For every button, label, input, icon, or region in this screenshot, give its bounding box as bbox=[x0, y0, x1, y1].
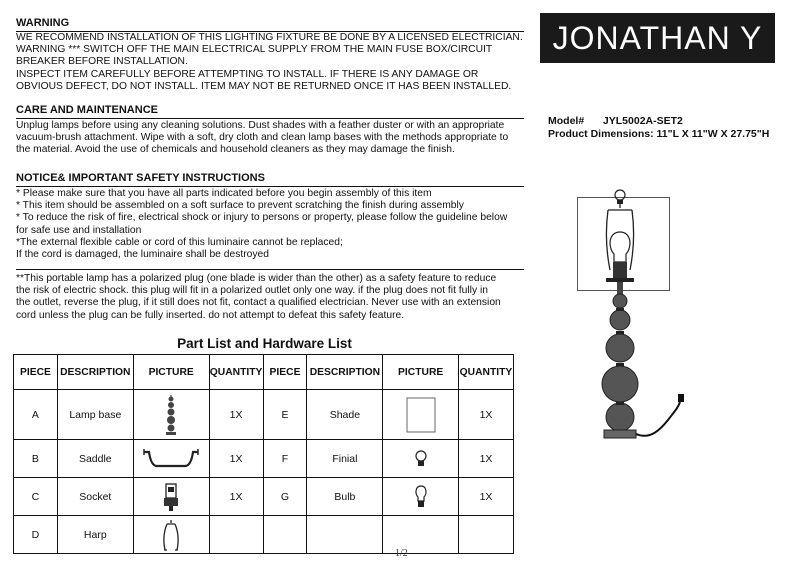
col-header: QUANTITY bbox=[458, 355, 513, 390]
plug-line: the risk of electric shock. this plug will fit in a polarized outlet only one way. if the plug does not fit fully in bbox=[16, 285, 488, 297]
safety-line: * Please make sure that you have all parts indicated before you begin assembly of this item bbox=[16, 188, 432, 199]
parts-table bbox=[13, 354, 514, 554]
plug-text bbox=[16, 273, 536, 322]
safety-line: * This item should be assembled on a soft surface to prevent scratching the finish during assembly bbox=[16, 200, 464, 212]
table-row bbox=[14, 390, 514, 440]
piece-cell: B bbox=[14, 440, 58, 478]
finial-icon bbox=[414, 449, 428, 469]
picture-cell bbox=[383, 440, 459, 478]
piece-cell: C bbox=[14, 478, 58, 516]
picture-cell bbox=[383, 390, 459, 440]
brand-logo: JONATHAN Y bbox=[540, 13, 775, 63]
table-header-row bbox=[14, 355, 514, 390]
warning-line: WE RECOMMEND INSTALLATION OF THIS LIGHTING FIXTURE BE DONE BY A LICENSED ELECTRICIAN. bbox=[16, 32, 523, 43]
page-number: 1/2 bbox=[395, 548, 408, 559]
warning-line: WARNING *** SWITCH OFF THE MAIN ELECTRICAL SUPPLY FROM THE MAIN FUSE BOX/CIRCUIT bbox=[16, 44, 493, 56]
warning-line: BREAKER BEFORE INSTALLATION. bbox=[16, 56, 188, 68]
qty-cell: 1X bbox=[458, 478, 513, 516]
warning-heading: WARNING bbox=[16, 17, 524, 32]
qty-cell bbox=[458, 516, 513, 554]
col-header: QUANTITY bbox=[209, 355, 263, 390]
lamp-base-icon bbox=[161, 394, 181, 436]
desc-cell: Harp bbox=[57, 516, 133, 554]
care-line: the material. Avoid the use of chemicals and household cleaners as they may damage the finish. bbox=[16, 144, 455, 156]
table-row bbox=[14, 516, 514, 554]
qty-cell: 1X bbox=[209, 478, 263, 516]
dims-label: Product Dimensions: bbox=[548, 128, 654, 140]
qty-cell: 1X bbox=[458, 440, 513, 478]
model-label: Model# bbox=[548, 115, 585, 127]
saddle-icon bbox=[141, 446, 201, 472]
desc-cell: Saddle bbox=[57, 440, 133, 478]
qty-cell: 1X bbox=[209, 440, 263, 478]
product-info bbox=[548, 115, 769, 141]
safety-line: If the cord is damaged, the luminaire shall be destroyed bbox=[16, 249, 269, 261]
bulb-icon bbox=[413, 485, 429, 509]
table-row bbox=[14, 478, 514, 516]
divider bbox=[16, 269, 524, 270]
care-line: vacuum-brush attachment. Wipe with a soft, dry cloth and clean lamp bases with the methods appropriate to bbox=[16, 132, 509, 144]
col-header: PICTURE bbox=[383, 355, 459, 390]
col-header: PICTURE bbox=[133, 355, 209, 390]
piece-cell: F bbox=[263, 440, 307, 478]
safety-line: for safe use and installation bbox=[16, 224, 142, 236]
desc-cell: Finial bbox=[307, 440, 383, 478]
picture-cell bbox=[133, 516, 209, 554]
qty-cell bbox=[209, 516, 263, 554]
picture-cell bbox=[383, 478, 459, 516]
desc-cell bbox=[307, 516, 383, 554]
col-header: DESCRIPTION bbox=[307, 355, 383, 390]
dims-value: 11"L X 11"W X 27.75"H bbox=[656, 128, 770, 140]
piece-cell: A bbox=[14, 390, 58, 440]
model-value: JYL5002A-SET2 bbox=[602, 115, 683, 127]
safety-line: *The external flexible cable or cord of this luminaire cannot be replaced; bbox=[16, 236, 343, 248]
qty-cell: 1X bbox=[209, 390, 263, 440]
warning-line: INSPECT ITEM CAREFULLY BEFORE ATTEMPTING TO INSTALL. IF THERE IS ANY DAMAGE OR bbox=[16, 68, 479, 80]
plug-line: cord unless the plug can be fully inserted. do not attempt to defeat this safety feature. bbox=[16, 309, 405, 321]
plug-line: **This portable lamp has a polarized plug (one blade is wider than the other) as a safety feature to reduce bbox=[16, 273, 497, 284]
socket-icon bbox=[162, 482, 180, 512]
harp-icon bbox=[159, 518, 183, 552]
safety-text bbox=[16, 188, 536, 261]
safety-line: * To reduce the risk of fire, electrical shock or injury to persons or property, please follow the guideline below bbox=[16, 212, 508, 224]
care-line: Unplug lamps before using any cleaning solutions. Dust shades with a feather duster or with an appropriate bbox=[16, 120, 505, 131]
table-row bbox=[14, 440, 514, 478]
col-header: DESCRIPTION bbox=[57, 355, 133, 390]
qty-cell: 1X bbox=[458, 390, 513, 440]
col-header: PIECE bbox=[14, 355, 58, 390]
piece-cell bbox=[263, 516, 307, 554]
shade-icon bbox=[406, 397, 436, 433]
picture-cell bbox=[133, 440, 209, 478]
warning-line: OBVIOUS DEFECT, DO NOT INSTALL. ITEM MAY NOT BE RETURNED ONCE IT HAS BEEN INSTALLED. bbox=[16, 80, 512, 92]
piece-cell: E bbox=[263, 390, 307, 440]
lamp-illustration bbox=[570, 180, 700, 445]
care-text bbox=[16, 120, 536, 157]
warning-text bbox=[16, 32, 536, 93]
desc-cell: Lamp base bbox=[57, 390, 133, 440]
plug-line: the outlet, reverse the plug, if it still does not fit, contact a qualified electrician. Never use with an extension bbox=[16, 297, 501, 309]
desc-cell: Socket bbox=[57, 478, 133, 516]
piece-cell: D bbox=[14, 516, 58, 554]
piece-cell: G bbox=[263, 478, 307, 516]
safety-heading: NOTICE& IMPORTANT SAFETY INSTRUCTIONS bbox=[16, 172, 524, 187]
parts-table-title: Part List and Hardware List bbox=[177, 336, 352, 351]
picture-cell bbox=[133, 390, 209, 440]
desc-cell: Bulb bbox=[307, 478, 383, 516]
care-heading: CARE AND MAINTENANCE bbox=[16, 104, 524, 119]
picture-cell bbox=[133, 478, 209, 516]
col-header: PIECE bbox=[263, 355, 307, 390]
desc-cell: Shade bbox=[307, 390, 383, 440]
